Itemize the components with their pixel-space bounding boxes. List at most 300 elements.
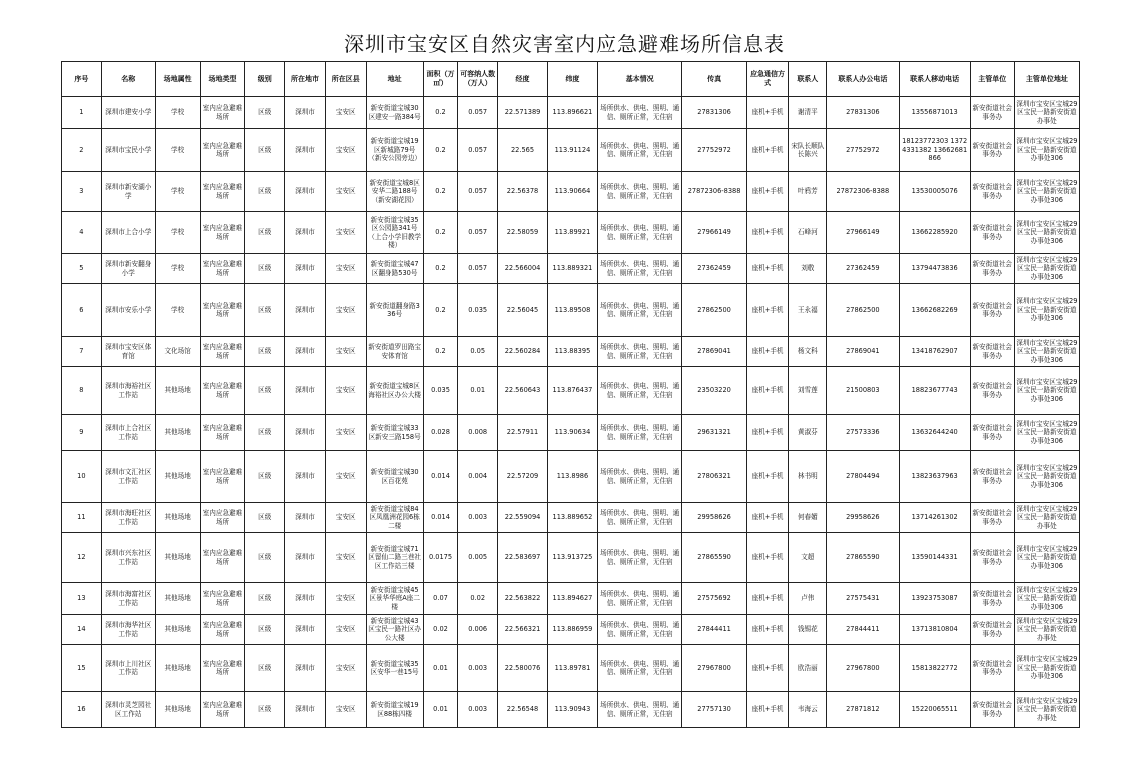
cell-fax: 27362459 — [682, 254, 746, 284]
cell-mobile: 13662682269 — [899, 284, 970, 337]
cell-unit: 新安街道社会事务办 — [970, 415, 1014, 451]
cell-mobile: 13923753087 — [899, 583, 970, 615]
cell-capacity: 0.004 — [458, 451, 498, 503]
cell-latitude: 113.8986 — [547, 451, 597, 503]
cell-longitude: 22.57911 — [498, 415, 548, 451]
cell-district: 宝安区 — [325, 212, 366, 254]
cell-capacity: 0.05 — [458, 337, 498, 367]
cell-mobile: 13530005076 — [899, 172, 970, 212]
header-cell: 场地类型 — [200, 62, 245, 97]
cell-level: 区级 — [245, 97, 285, 129]
cell-unit-address: 深圳市宝安区宝城29区宝民一路新安街道办事处306 — [1014, 129, 1079, 172]
table-row — [62, 284, 1080, 337]
table-row — [62, 503, 1080, 533]
cell-site-type: 室内应急避难场所 — [200, 451, 245, 503]
cell-situation: 场所供水、供电、照明、通信、厕所正常，无住宿 — [597, 692, 682, 728]
cell-number: 15 — [62, 645, 102, 692]
cell-contact: 刘敬 — [789, 254, 827, 284]
cell-capacity: 0.003 — [458, 645, 498, 692]
cell-mobile: 13418762907 — [899, 337, 970, 367]
cell-attribute: 学校 — [155, 129, 200, 172]
cell-attribute: 文化场馆 — [155, 337, 200, 367]
cell-capacity: 0.008 — [458, 415, 498, 451]
cell-attribute: 学校 — [155, 172, 200, 212]
cell-unit: 新安街道社会事务办 — [970, 367, 1014, 415]
cell-latitude: 113.89921 — [547, 212, 597, 254]
cell-site-type: 室内应急避难场所 — [200, 583, 245, 615]
header-cell: 可容纳人数（万人） — [458, 62, 498, 97]
cell-unit: 新安街道社会事务办 — [970, 451, 1014, 503]
cell-mobile: 15220065511 — [899, 692, 970, 728]
cell-mobile: 13662285920 — [899, 212, 970, 254]
cell-attribute: 其他场地 — [155, 645, 200, 692]
cell-unit-address: 深圳市宝安区宝城29区宝民一路新安街道办事处306 — [1014, 645, 1079, 692]
cell-name: 深圳市上川社区工作站 — [101, 645, 155, 692]
header-cell: 场地属性 — [155, 62, 200, 97]
cell-site-type: 室内应急避难场所 — [200, 212, 245, 254]
cell-fax: 27844411 — [682, 615, 746, 645]
cell-latitude: 113.889652 — [547, 503, 597, 533]
cell-attribute: 其他场地 — [155, 367, 200, 415]
cell-site-type: 室内应急避难场所 — [200, 284, 245, 337]
cell-unit-address: 深圳市宝安区宝城29区宝民一路新安街道办事处 — [1014, 615, 1079, 645]
cell-longitude: 22.559094 — [498, 503, 548, 533]
cell-address: 新安街道宝城43区宝民一路社区办公大楼 — [366, 615, 423, 645]
cell-level: 区级 — [245, 415, 285, 451]
cell-city: 深圳市 — [285, 645, 326, 692]
cell-unit-address: 深圳市宝安区宝城29区宝民一路新安街道办事处306 — [1014, 367, 1079, 415]
cell-comm-method: 座机+手机 — [746, 254, 789, 284]
cell-unit-address: 深圳市宝安区宝城29区宝民一路新安街道办事处306 — [1014, 172, 1079, 212]
cell-latitude: 113.90664 — [547, 172, 597, 212]
cell-name: 深圳市灵芝园社区工作站 — [101, 692, 155, 728]
cell-city: 深圳市 — [285, 503, 326, 533]
cell-fax: 27806321 — [682, 451, 746, 503]
cell-district: 宝安区 — [325, 415, 366, 451]
cell-capacity: 0.057 — [458, 212, 498, 254]
cell-site-type: 室内应急避难场所 — [200, 337, 245, 367]
cell-contact: 黄淑芬 — [789, 415, 827, 451]
cell-contact: 卢伟 — [789, 583, 827, 615]
cell-number: 16 — [62, 692, 102, 728]
cell-office-phone: 27967800 — [827, 645, 899, 692]
cell-latitude: 113.894627 — [547, 583, 597, 615]
cell-longitude: 22.566004 — [498, 254, 548, 284]
cell-name: 深圳市文汇社区工作站 — [101, 451, 155, 503]
cell-number: 7 — [62, 337, 102, 367]
cell-site-type: 室内应急避难场所 — [200, 254, 245, 284]
cell-city: 深圳市 — [285, 415, 326, 451]
cell-unit-address: 深圳市宝安区宝城29区宝民一路新安街道办事处306 — [1014, 254, 1079, 284]
cell-situation: 场所供水、供电、照明、通信、厕所正常，无住宿 — [597, 451, 682, 503]
cell-attribute: 其他场地 — [155, 615, 200, 645]
cell-name: 深圳市安乐小学 — [101, 284, 155, 337]
cell-site-type: 室内应急避难场所 — [200, 645, 245, 692]
cell-situation: 场所供水、供电、照明、通信、厕所正常，无住宿 — [597, 415, 682, 451]
cell-name: 深圳市海旺社区工作站 — [101, 503, 155, 533]
cell-situation: 场所供水、供电、照明、通信、厕所正常，无住宿 — [597, 129, 682, 172]
table-row — [62, 337, 1080, 367]
cell-unit: 新安街道社会事务办 — [970, 129, 1014, 172]
table-row — [62, 172, 1080, 212]
cell-level: 区级 — [245, 284, 285, 337]
cell-fax: 29958626 — [682, 503, 746, 533]
cell-comm-method: 座机+手机 — [746, 212, 789, 254]
cell-situation: 场所供水、供电、照明、通信、厕所正常，无住宿 — [597, 97, 682, 129]
cell-district: 宝安区 — [325, 337, 366, 367]
cell-longitude: 22.566321 — [498, 615, 548, 645]
cell-mobile: 13714261302 — [899, 503, 970, 533]
cell-address: 新安街道翻身路336号 — [366, 284, 423, 337]
cell-unit-address: 深圳市宝安区宝城29区宝民一路新安街道办事处306 — [1014, 415, 1079, 451]
cell-city: 深圳市 — [285, 97, 326, 129]
cell-capacity: 0.005 — [458, 533, 498, 583]
cell-latitude: 113.91124 — [547, 129, 597, 172]
cell-level: 区级 — [245, 692, 285, 728]
table-body — [62, 97, 1080, 728]
cell-district: 宝安区 — [325, 533, 366, 583]
cell-district: 宝安区 — [325, 451, 366, 503]
header-cell: 纬度 — [547, 62, 597, 97]
cell-comm-method: 座机+手机 — [746, 615, 789, 645]
cell-situation: 场所供水、供电、照明、通信、厕所正常，无住宿 — [597, 212, 682, 254]
cell-attribute: 其他场地 — [155, 503, 200, 533]
cell-area: 0.014 — [423, 503, 458, 533]
cell-comm-method: 座机+手机 — [746, 645, 789, 692]
cell-number: 14 — [62, 615, 102, 645]
cell-comm-method: 座机+手机 — [746, 129, 789, 172]
cell-capacity: 0.006 — [458, 615, 498, 645]
cell-situation: 场所供水、供电、照明、通信、厕所正常，无住宿 — [597, 583, 682, 615]
header-cell: 所在区县 — [325, 62, 366, 97]
cell-office-phone: 27862500 — [827, 284, 899, 337]
cell-longitude: 22.58059 — [498, 212, 548, 254]
cell-office-phone: 27831306 — [827, 97, 899, 129]
cell-area: 0.028 — [423, 415, 458, 451]
cell-longitude: 22.560284 — [498, 337, 548, 367]
cell-office-phone: 27844411 — [827, 615, 899, 645]
cell-office-phone: 21500803 — [827, 367, 899, 415]
cell-fax: 27966149 — [682, 212, 746, 254]
cell-fax: 27831306 — [682, 97, 746, 129]
cell-contact: 王永福 — [789, 284, 827, 337]
cell-city: 深圳市 — [285, 583, 326, 615]
cell-unit-address: 深圳市宝安区宝城29区宝民一路新安街道办事处306 — [1014, 451, 1079, 503]
cell-district: 宝安区 — [325, 645, 366, 692]
cell-address: 新安街道宝城47区翻身路530号 — [366, 254, 423, 284]
header-cell: 地址 — [366, 62, 423, 97]
cell-situation: 场所供水、供电、照明、通信、厕所正常，无住宿 — [597, 503, 682, 533]
cell-contact: 叶鸦芳 — [789, 172, 827, 212]
cell-district: 宝安区 — [325, 367, 366, 415]
cell-site-type: 室内应急避难场所 — [200, 692, 245, 728]
cell-office-phone: 27872306-8388 — [827, 172, 899, 212]
cell-attribute: 学校 — [155, 212, 200, 254]
cell-site-type: 室内应急避难场所 — [200, 97, 245, 129]
cell-situation: 场所供水、供电、照明、通信、厕所正常，无住宿 — [597, 172, 682, 212]
cell-unit: 新安街道社会事务办 — [970, 337, 1014, 367]
document-title: 深圳市宝安区自然灾害室内应急避难场所信息表 — [344, 32, 785, 56]
cell-address: 新安街道宝城45区景华华庭A座二楼 — [366, 583, 423, 615]
cell-comm-method: 座机+手机 — [746, 503, 789, 533]
cell-area: 0.01 — [423, 692, 458, 728]
cell-number: 2 — [62, 129, 102, 172]
cell-number: 12 — [62, 533, 102, 583]
shelter-info-table — [61, 61, 1080, 728]
cell-mobile: 13713810804 — [899, 615, 970, 645]
cell-unit: 新安街道社会事务办 — [970, 533, 1014, 583]
cell-latitude: 113.89508 — [547, 284, 597, 337]
cell-attribute: 其他场地 — [155, 692, 200, 728]
cell-name: 深圳市海富社区工作站 — [101, 583, 155, 615]
cell-situation: 场所供水、供电、照明、通信、厕所正常，无住宿 — [597, 284, 682, 337]
cell-comm-method: 座机+手机 — [746, 583, 789, 615]
cell-fax: 27967800 — [682, 645, 746, 692]
cell-number: 11 — [62, 503, 102, 533]
cell-number: 1 — [62, 97, 102, 129]
cell-site-type: 室内应急避难场所 — [200, 615, 245, 645]
cell-comm-method: 座机+手机 — [746, 692, 789, 728]
table-row — [62, 97, 1080, 129]
cell-unit-address: 深圳市宝安区宝城29区宝民一路新安街道办事处 — [1014, 692, 1079, 728]
cell-mobile: 13794473836 — [899, 254, 970, 284]
header-cell: 基本情况 — [597, 62, 682, 97]
cell-unit-address: 深圳市宝安区宝城29区宝民一路新安街道办事处306 — [1014, 337, 1079, 367]
cell-number: 9 — [62, 415, 102, 451]
cell-site-type: 室内应急避难场所 — [200, 172, 245, 212]
table-row — [62, 451, 1080, 503]
cell-fax: 27865590 — [682, 533, 746, 583]
cell-address: 新安街道宝城35区公园路341号（上合小学旧教学楼） — [366, 212, 423, 254]
cell-longitude: 22.565 — [498, 129, 548, 172]
cell-city: 深圳市 — [285, 337, 326, 367]
header-cell: 级别 — [245, 62, 285, 97]
cell-situation: 场所供水、供电、照明、通信、厕所正常，无住宿 — [597, 533, 682, 583]
cell-attribute: 其他场地 — [155, 451, 200, 503]
cell-city: 深圳市 — [285, 451, 326, 503]
cell-district: 宝安区 — [325, 284, 366, 337]
cell-level: 区级 — [245, 254, 285, 284]
cell-city: 深圳市 — [285, 533, 326, 583]
cell-level: 区级 — [245, 212, 285, 254]
cell-attribute: 其他场地 — [155, 583, 200, 615]
cell-city: 深圳市 — [285, 367, 326, 415]
cell-address: 新安街道宝城71区留仙二路三巷社区工作站三楼 — [366, 533, 423, 583]
cell-level: 区级 — [245, 129, 285, 172]
cell-unit-address: 深圳市宝安区宝城29区宝民一路新安街道办事处306 — [1014, 533, 1079, 583]
header-cell: 联系人办公电话 — [827, 62, 899, 97]
cell-mobile: 13556871013 — [899, 97, 970, 129]
cell-name: 深圳市宝民小学 — [101, 129, 155, 172]
cell-fax: 27752972 — [682, 129, 746, 172]
cell-office-phone: 27966149 — [827, 212, 899, 254]
cell-latitude: 113.913725 — [547, 533, 597, 583]
header-cell: 应急通信方式 — [746, 62, 789, 97]
cell-site-type: 室内应急避难场所 — [200, 415, 245, 451]
cell-district: 宝安区 — [325, 129, 366, 172]
cell-latitude: 113.896621 — [547, 97, 597, 129]
cell-city: 深圳市 — [285, 254, 326, 284]
cell-unit: 新安街道社会事务办 — [970, 503, 1014, 533]
cell-address: 新安街道宝城84区凤凰洲花园6栋二楼 — [366, 503, 423, 533]
cell-contact: 林书明 — [789, 451, 827, 503]
table-row — [62, 129, 1080, 172]
cell-unit: 新安街道社会事务办 — [970, 645, 1014, 692]
cell-mobile: 13590144331 — [899, 533, 970, 583]
cell-number: 13 — [62, 583, 102, 615]
cell-district: 宝安区 — [325, 254, 366, 284]
cell-comm-method: 座机+手机 — [746, 367, 789, 415]
cell-comm-method: 座机+手机 — [746, 172, 789, 212]
cell-number: 8 — [62, 367, 102, 415]
cell-comm-method: 座机+手机 — [746, 533, 789, 583]
cell-city: 深圳市 — [285, 615, 326, 645]
cell-level: 区级 — [245, 615, 285, 645]
cell-district: 宝安区 — [325, 172, 366, 212]
cell-district: 宝安区 — [325, 692, 366, 728]
cell-comm-method: 座机+手机 — [746, 284, 789, 337]
cell-longitude: 22.580076 — [498, 645, 548, 692]
cell-capacity: 0.003 — [458, 692, 498, 728]
cell-latitude: 113.90634 — [547, 415, 597, 451]
cell-situation: 场所供水、供电、照明、通信、厕所正常，无住宿 — [597, 367, 682, 415]
cell-unit: 新安街道社会事务办 — [970, 254, 1014, 284]
cell-capacity: 0.02 — [458, 583, 498, 615]
cell-fax: 27575692 — [682, 583, 746, 615]
cell-contact: 宋队长顺队长陈兴 — [789, 129, 827, 172]
cell-level: 区级 — [245, 533, 285, 583]
cell-address: 新安街道宝城8区安华二路188号（新安湖花园） — [366, 172, 423, 212]
cell-fax: 27862500 — [682, 284, 746, 337]
cell-office-phone: 27869041 — [827, 337, 899, 367]
cell-capacity: 0.003 — [458, 503, 498, 533]
cell-capacity: 0.057 — [458, 129, 498, 172]
cell-name: 深圳市兴东社区工作站 — [101, 533, 155, 583]
cell-longitude: 22.563822 — [498, 583, 548, 615]
cell-longitude: 22.583697 — [498, 533, 548, 583]
cell-number: 5 — [62, 254, 102, 284]
cell-latitude: 113.88395 — [547, 337, 597, 367]
cell-level: 区级 — [245, 645, 285, 692]
cell-comm-method: 座机+手机 — [746, 451, 789, 503]
cell-name: 深圳市新安翻身小学 — [101, 254, 155, 284]
cell-attribute: 学校 — [155, 284, 200, 337]
cell-situation: 场所供水、供电、照明、通信、厕所正常，无住宿 — [597, 337, 682, 367]
cell-city: 深圳市 — [285, 692, 326, 728]
cell-unit: 新安街道社会事务办 — [970, 615, 1014, 645]
cell-fax: 23503220 — [682, 367, 746, 415]
cell-area: 0.2 — [423, 212, 458, 254]
cell-name: 深圳市上合小学 — [101, 212, 155, 254]
cell-area: 0.2 — [423, 97, 458, 129]
cell-attribute: 其他场地 — [155, 415, 200, 451]
cell-longitude: 22.57209 — [498, 451, 548, 503]
cell-level: 区级 — [245, 503, 285, 533]
cell-unit: 新安街道社会事务办 — [970, 692, 1014, 728]
cell-address: 新安街道罗田路宝安体育馆 — [366, 337, 423, 367]
cell-contact: 何春媚 — [789, 503, 827, 533]
table-row — [62, 212, 1080, 254]
header-cell: 序号 — [62, 62, 102, 97]
cell-area: 0.07 — [423, 583, 458, 615]
cell-comm-method: 座机+手机 — [746, 337, 789, 367]
cell-area: 0.2 — [423, 172, 458, 212]
cell-level: 区级 — [245, 337, 285, 367]
table-row — [62, 367, 1080, 415]
cell-office-phone: 27573336 — [827, 415, 899, 451]
cell-mobile: 13632644240 — [899, 415, 970, 451]
cell-mobile: 13823637963 — [899, 451, 970, 503]
cell-attribute: 其他场地 — [155, 533, 200, 583]
cell-address: 新安街道宝城19区新城路79号（新安公园旁边） — [366, 129, 423, 172]
header-cell: 主管单位地址 — [1014, 62, 1079, 97]
cell-city: 深圳市 — [285, 284, 326, 337]
cell-area: 0.035 — [423, 367, 458, 415]
cell-mobile: 18823677743 — [899, 367, 970, 415]
header-cell: 名称 — [101, 62, 155, 97]
cell-level: 区级 — [245, 367, 285, 415]
cell-unit-address: 深圳市宝安区宝城29区宝民一路新安街道办事处 — [1014, 97, 1079, 129]
cell-name: 深圳市海裕社区工作站 — [101, 367, 155, 415]
cell-longitude: 22.56548 — [498, 692, 548, 728]
cell-unit: 新安街道社会事务办 — [970, 284, 1014, 337]
cell-city: 深圳市 — [285, 212, 326, 254]
cell-capacity: 0.035 — [458, 284, 498, 337]
cell-site-type: 室内应急避难场所 — [200, 129, 245, 172]
cell-level: 区级 — [245, 172, 285, 212]
cell-city: 深圳市 — [285, 129, 326, 172]
cell-longitude: 22.56045 — [498, 284, 548, 337]
cell-area: 0.2 — [423, 129, 458, 172]
cell-office-phone: 27871812 — [827, 692, 899, 728]
cell-fax: 27872306-8388 — [682, 172, 746, 212]
cell-contact: 石峰河 — [789, 212, 827, 254]
cell-mobile: 15813822772 — [899, 645, 970, 692]
cell-situation: 场所供水、供电、照明、通信、厕所正常，无住宿 — [597, 645, 682, 692]
cell-contact: 刘雪莲 — [789, 367, 827, 415]
header-cell: 传真 — [682, 62, 746, 97]
table-row — [62, 254, 1080, 284]
cell-unit: 新安街道社会事务办 — [970, 172, 1014, 212]
cell-capacity: 0.057 — [458, 97, 498, 129]
cell-fax: 27757130 — [682, 692, 746, 728]
cell-area: 0.014 — [423, 451, 458, 503]
cell-longitude: 22.571389 — [498, 97, 548, 129]
header-cell: 主管单位 — [970, 62, 1014, 97]
cell-latitude: 113.876437 — [547, 367, 597, 415]
cell-fax: 29631321 — [682, 415, 746, 451]
cell-office-phone: 27804494 — [827, 451, 899, 503]
table-row — [62, 415, 1080, 451]
header-cell: 所在地市 — [285, 62, 326, 97]
table-row — [62, 645, 1080, 692]
cell-contact: 谢清平 — [789, 97, 827, 129]
cell-contact: 钱锡花 — [789, 615, 827, 645]
cell-longitude: 22.56378 — [498, 172, 548, 212]
table-row — [62, 615, 1080, 645]
cell-latitude: 113.886959 — [547, 615, 597, 645]
cell-name: 深圳市新安湖小学 — [101, 172, 155, 212]
cell-contact: 欧浩丽 — [789, 645, 827, 692]
cell-latitude: 113.89781 — [547, 645, 597, 692]
cell-unit-address: 深圳市宝安区宝城29区宝民一路新安街道办事处306 — [1014, 212, 1079, 254]
cell-unit: 新安街道社会事务办 — [970, 583, 1014, 615]
cell-district: 宝安区 — [325, 615, 366, 645]
cell-office-phone: 27362459 — [827, 254, 899, 284]
cell-name: 深圳市海华社区工作站 — [101, 615, 155, 645]
cell-contact: 文超 — [789, 533, 827, 583]
cell-situation: 场所供水、供电、照明、通信、厕所正常，无住宿 — [597, 615, 682, 645]
